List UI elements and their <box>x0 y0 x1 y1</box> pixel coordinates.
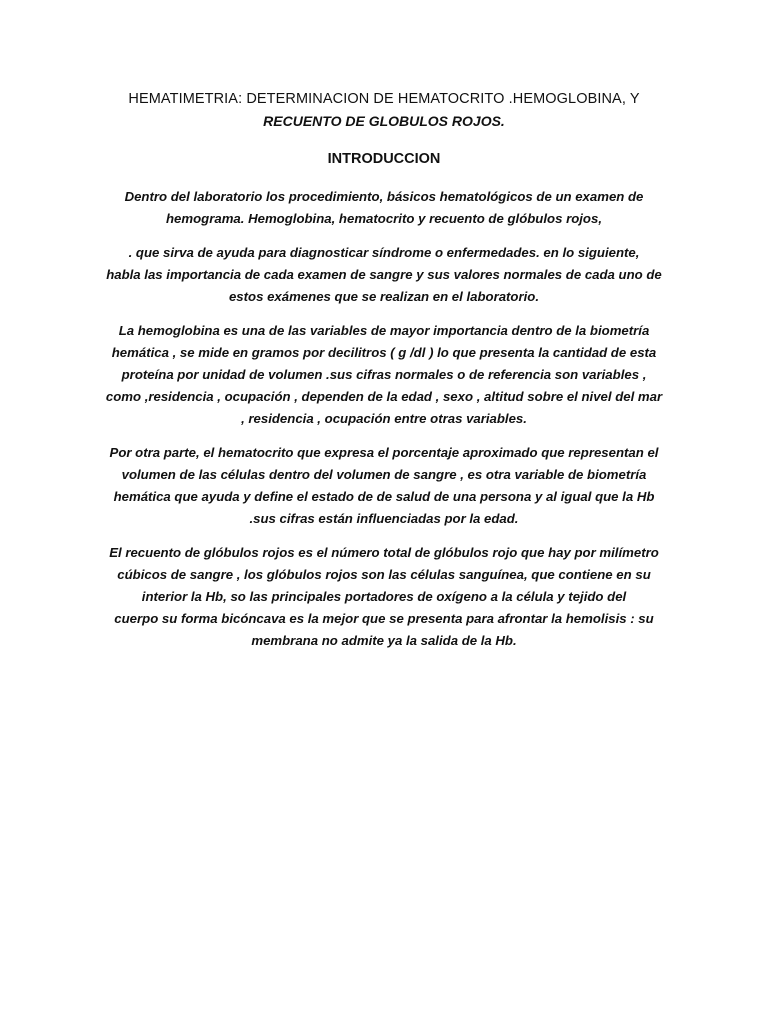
document-title: HEMATIMETRIA: DETERMINACION DE HEMATOCRITO .HEMOGLOBINA, Y <box>128 91 640 107</box>
paragraph-5 <box>96 542 672 652</box>
paragraph-line: Por otra parte, el hematocrito que expresa el porcentaje aproximado que representan el <box>109 445 659 460</box>
document-page <box>96 88 672 664</box>
paragraph-1 <box>96 186 672 230</box>
paragraph-line: habla las importancia de cada examen de sangre y sus valores normales de cada uno de <box>106 267 662 282</box>
paragraph-line: hemática que ayuda y define el estado de de salud de una persona y al igual que la Hb <box>113 489 655 504</box>
paragraph-line: interior la Hb, so las principales portadores de oxígeno a la célula y tejido del <box>141 589 627 604</box>
paragraph-line: .sus cifras están influenciadas por la edad. <box>249 511 519 526</box>
paragraph-line: cúbicos de sangre , los glóbulos rojos son las células sanguínea, que contiene en su <box>117 567 651 582</box>
paragraph-line: El recuento de glóbulos rojos es el número total de glóbulos rojo que hay por milímetro <box>109 545 659 560</box>
paragraph-3 <box>96 320 672 430</box>
paragraph-line: hemática , se mide en gramos por decilitros ( g /dl ) lo que presenta la cantidad de esta <box>111 345 657 360</box>
paragraph-line: . que sirva de ayuda para diagnosticar síndrome o enfermedades. en lo siguiente, <box>128 245 640 260</box>
paragraph-line: Dentro del laboratorio los procedimiento, básicos hematológicos de un examen de <box>124 189 644 204</box>
paragraph-line: como ,residencia , ocupación , dependen de la edad , sexo , altitud sobre el nivel del mar <box>105 389 663 404</box>
paragraph-line: membrana no admite ya la salida de la Hb. <box>251 633 517 648</box>
paragraph-4 <box>96 442 672 530</box>
paragraph-line: volumen de las células dentro del volumen de sangre , es otra variable de biometría <box>121 467 647 482</box>
paragraph-line: proteína por unidad de volumen .sus cifras normales o de referencia son variables , <box>121 367 647 382</box>
paragraph-line: hemograma. Hemoglobina, hematocrito y recuento de glóbulos rojos, <box>166 211 602 226</box>
paragraph-line: La hemoglobina es una de las variables de mayor importancia dentro de la biometría <box>118 323 650 338</box>
section-heading-introduccion: INTRODUCCION <box>327 151 441 167</box>
paragraph-line: estos exámenes que se realizan en el laboratorio. <box>228 289 540 304</box>
paragraph-line: cuerpo su forma bicóncava es la mejor que se presenta para afrontar la hemolisis : su <box>114 611 654 626</box>
paragraph-line: , residencia , ocupación entre otras variables. <box>241 411 527 426</box>
document-subtitle: RECUENTO DE GLOBULOS ROJOS. <box>263 113 505 129</box>
paragraph-2 <box>96 242 672 308</box>
